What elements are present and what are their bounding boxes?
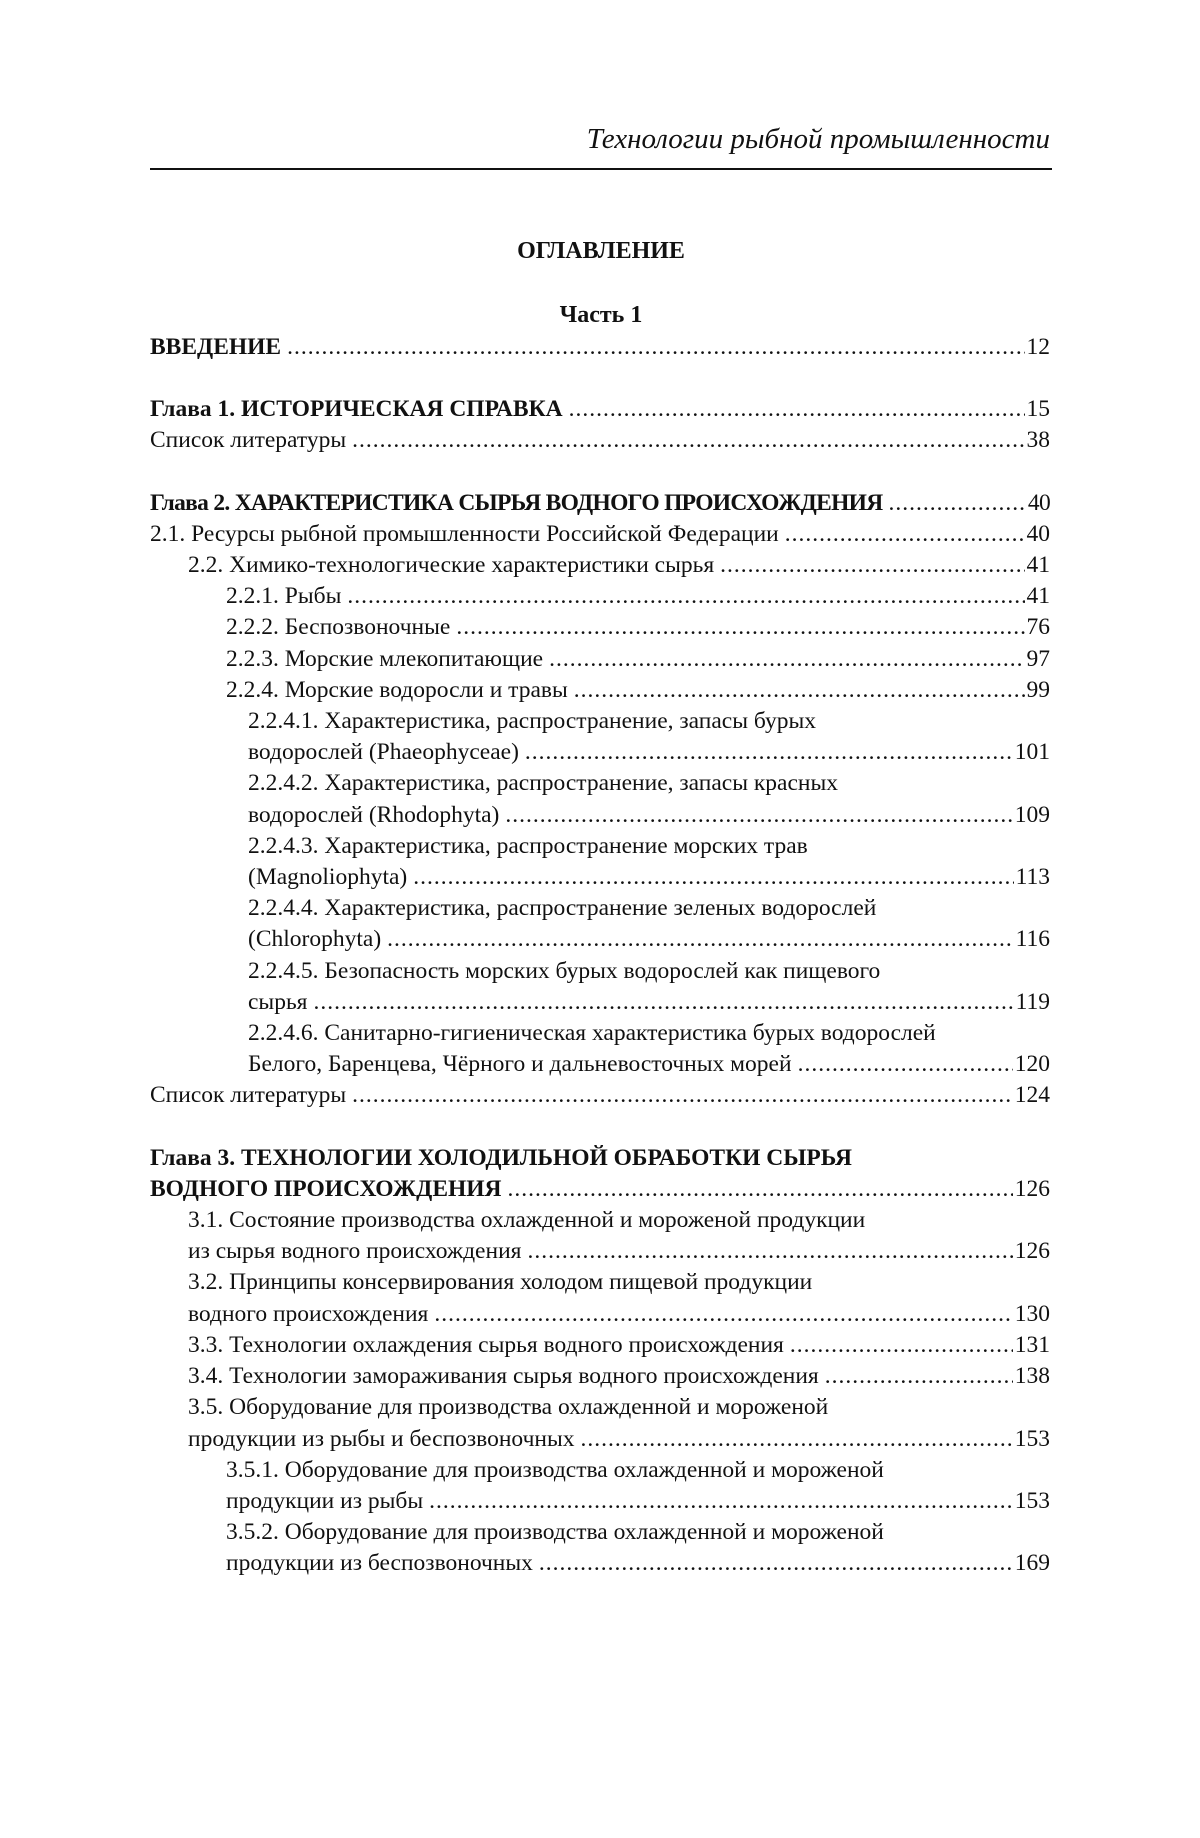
toc-page-number: 12 xyxy=(1026,334,1050,360)
toc-entry xyxy=(188,1392,1050,1454)
header-rule xyxy=(150,168,1052,170)
toc-entry xyxy=(150,1143,1050,1205)
toc-entry-title-line: 2.2.4.3. Характеристика, распространение морских трав xyxy=(248,832,808,859)
toc-entry-title: продукции из рыбы xyxy=(226,1487,424,1514)
dot-leader xyxy=(413,862,1013,893)
toc-page-number: 131 xyxy=(1014,1331,1050,1358)
toc-entry-title-line: 2.2.4.2. Характеристика, распространение, запасы красных xyxy=(248,770,839,797)
toc-entry-title: из сырья водного происхождения xyxy=(188,1238,522,1265)
toc-page-number: 40 xyxy=(1026,520,1050,547)
toc-page-number: 126 xyxy=(1014,1175,1050,1202)
dot-leader xyxy=(287,332,1024,363)
toc-entry-title: 2.2.4. Морские водоросли и травы xyxy=(226,676,568,703)
toc-entry xyxy=(226,675,1050,706)
dot-leader xyxy=(889,488,1026,519)
table-of-contents xyxy=(150,332,1050,1580)
dot-leader xyxy=(352,1080,1013,1111)
toc-entry-title: Список литературы xyxy=(150,1082,347,1109)
toc-page-number: 126 xyxy=(1014,1238,1050,1265)
toc-entry-title: водорослей (Rhodophyta) xyxy=(248,801,500,828)
part-heading: Часть 1 xyxy=(559,302,643,328)
toc-entry xyxy=(226,1517,1050,1579)
toc-page-number: 40 xyxy=(1027,489,1050,516)
toc-entry-title-line: 3.2. Принципы консервирования холодом пищевой продукции xyxy=(188,1269,813,1296)
toc-entry-title-line: Глава 3. ТЕХНОЛОГИИ ХОЛОДИЛЬНОЙ ОБРАБОТКИ СЫРЬЯ xyxy=(150,1144,852,1171)
toc-entry-title-line: 2.2.4.1. Характеристика, распространение, запасы бурых xyxy=(248,708,816,735)
toc-page-number: 153 xyxy=(1014,1425,1050,1452)
toc-entry-title: (Magnoliophyta) xyxy=(248,864,408,891)
toc-page-number: 130 xyxy=(1014,1300,1050,1327)
toc-entry-title: продукции из беспозвоночных xyxy=(226,1550,533,1577)
dot-leader xyxy=(825,1361,1013,1392)
toc-entry-title: 2.2.2. Беспозвоночные xyxy=(226,614,451,641)
toc-entry-title: Глава 2. ХАРАКТЕРИСТИКА СЫРЬЯ ВОДНОГО ПРОИСХОЖДЕНИЯ xyxy=(150,489,883,516)
toc-page-number: 38 xyxy=(1026,427,1050,454)
toc-entry-title-line: 2.2.4.5. Безопасность морских бурых водорослей как пищевого xyxy=(248,957,881,984)
dot-leader xyxy=(790,1330,1013,1361)
toc-entry-title: 2.2.1. Рыбы xyxy=(226,583,342,610)
toc-title: ОГЛАВЛЕНИЕ xyxy=(517,238,685,264)
toc-entry-title: 2.2. Химико-технологические характеристики сырья xyxy=(188,552,715,579)
toc-entry xyxy=(188,1361,1050,1392)
toc-entry-title-line: 2.2.4.6. Санитарно-гигиеническая характеристика бурых водорослей xyxy=(248,1020,936,1047)
toc-page-number: 15 xyxy=(1026,396,1050,423)
toc-entry xyxy=(226,1455,1050,1517)
toc-entry xyxy=(150,394,1050,425)
dot-leader xyxy=(527,1236,1012,1267)
dot-leader xyxy=(581,1424,1013,1455)
toc-page-number: 41 xyxy=(1026,583,1050,610)
dot-leader xyxy=(505,800,1012,831)
toc-entry-title: продукции из рыбы и беспозвоночных xyxy=(188,1425,575,1452)
toc-page-number: 41 xyxy=(1026,552,1050,579)
toc-page-number: 76 xyxy=(1026,614,1050,641)
dot-leader xyxy=(429,1486,1013,1517)
toc-entry xyxy=(248,768,1050,830)
dot-leader xyxy=(434,1299,1012,1330)
toc-entry xyxy=(188,550,1050,581)
dot-leader xyxy=(347,581,1024,612)
toc-entry-title: (Chlorophyta) xyxy=(248,926,382,953)
dot-leader xyxy=(508,1174,1013,1205)
dot-leader xyxy=(785,519,1025,550)
toc-entry-title: 3.4. Технологии замораживания сырья водного происхождения xyxy=(188,1363,819,1390)
toc-entry-title: 3.3. Технологии охлаждения сырья водного происхождения xyxy=(188,1331,784,1358)
toc-entry xyxy=(248,706,1050,768)
toc-page-number: 124 xyxy=(1014,1082,1050,1109)
dot-leader xyxy=(574,675,1025,706)
toc-entry-title: Список литературы xyxy=(150,427,347,454)
toc-page-number: 116 xyxy=(1015,926,1050,953)
toc-page-number: 120 xyxy=(1014,1051,1050,1078)
toc-entry xyxy=(226,581,1050,612)
toc-page-number: 101 xyxy=(1014,739,1050,766)
toc-entry-title-line: 3.5. Оборудование для производства охлажденной и мороженой xyxy=(188,1394,829,1421)
toc-entry-title: 2.2.3. Морские млекопитающие xyxy=(226,645,544,672)
running-header: Технологии рыбной промышленности xyxy=(586,123,1050,155)
dot-leader xyxy=(539,1548,1013,1579)
dot-leader xyxy=(314,987,1014,1018)
toc-page-number: 138 xyxy=(1014,1363,1050,1390)
toc-entry xyxy=(150,1080,1050,1111)
toc-page-number: 99 xyxy=(1026,676,1050,703)
toc-entry xyxy=(150,488,1050,519)
dot-leader xyxy=(525,737,1013,768)
toc-page-number: 113 xyxy=(1015,864,1050,891)
toc-entry-title-line: 3.5.2. Оборудование для производства охлажденной и мороженой xyxy=(226,1519,884,1546)
toc-entry-title: 2.1. Ресурсы рыбной промышленности Российской Федерации xyxy=(150,520,779,547)
toc-entry xyxy=(248,956,1050,1018)
toc-entry xyxy=(188,1205,1050,1267)
dot-leader xyxy=(720,550,1024,581)
toc-entry xyxy=(248,893,1050,955)
toc-page-number: 109 xyxy=(1014,801,1050,828)
toc-entry xyxy=(248,1018,1050,1080)
toc-entry xyxy=(226,644,1050,675)
toc-entry xyxy=(150,332,1050,363)
toc-entry xyxy=(248,831,1050,893)
toc-entry-title: Белого, Баренцева, Чёрного и дальневосточных морей xyxy=(248,1051,792,1078)
toc-page-number: 97 xyxy=(1026,645,1050,672)
toc-entry xyxy=(150,519,1050,550)
toc-entry-title: водорослей (Phaeophyceae) xyxy=(248,739,519,766)
toc-entry xyxy=(226,612,1050,643)
toc-entry-title: водного происхождения xyxy=(188,1300,429,1327)
toc-entry-title: Глава 1. ИСТОРИЧЕСКАЯ СПРАВКА xyxy=(150,396,563,423)
toc-entry xyxy=(188,1267,1050,1329)
dot-leader xyxy=(549,644,1024,675)
toc-entry-title: ВОДНОГО ПРОИСХОЖДЕНИЯ xyxy=(150,1175,502,1202)
toc-page-number: 169 xyxy=(1014,1550,1050,1577)
toc-entry-title-line: 3.1. Состояние производства охлажденной и мороженой продукции xyxy=(188,1207,866,1234)
toc-entry-title-line: 3.5.1. Оборудование для производства охлажденной и мороженой xyxy=(226,1456,884,1483)
toc-entry xyxy=(150,425,1050,456)
dot-leader xyxy=(456,612,1024,643)
toc-entry-title: сырья xyxy=(248,988,308,1015)
toc-entry-title: ВВЕДЕНИЕ xyxy=(150,334,282,360)
dot-leader xyxy=(387,924,1013,955)
dot-leader xyxy=(352,425,1024,456)
toc-entry-title-line: 2.2.4.4. Характеристика, распространение зеленых водорослей xyxy=(248,895,877,922)
toc-page-number: 119 xyxy=(1015,988,1050,1015)
dot-leader xyxy=(798,1049,1013,1080)
toc-entry xyxy=(188,1330,1050,1361)
toc-page-number: 153 xyxy=(1014,1487,1050,1514)
dot-leader xyxy=(569,394,1025,425)
